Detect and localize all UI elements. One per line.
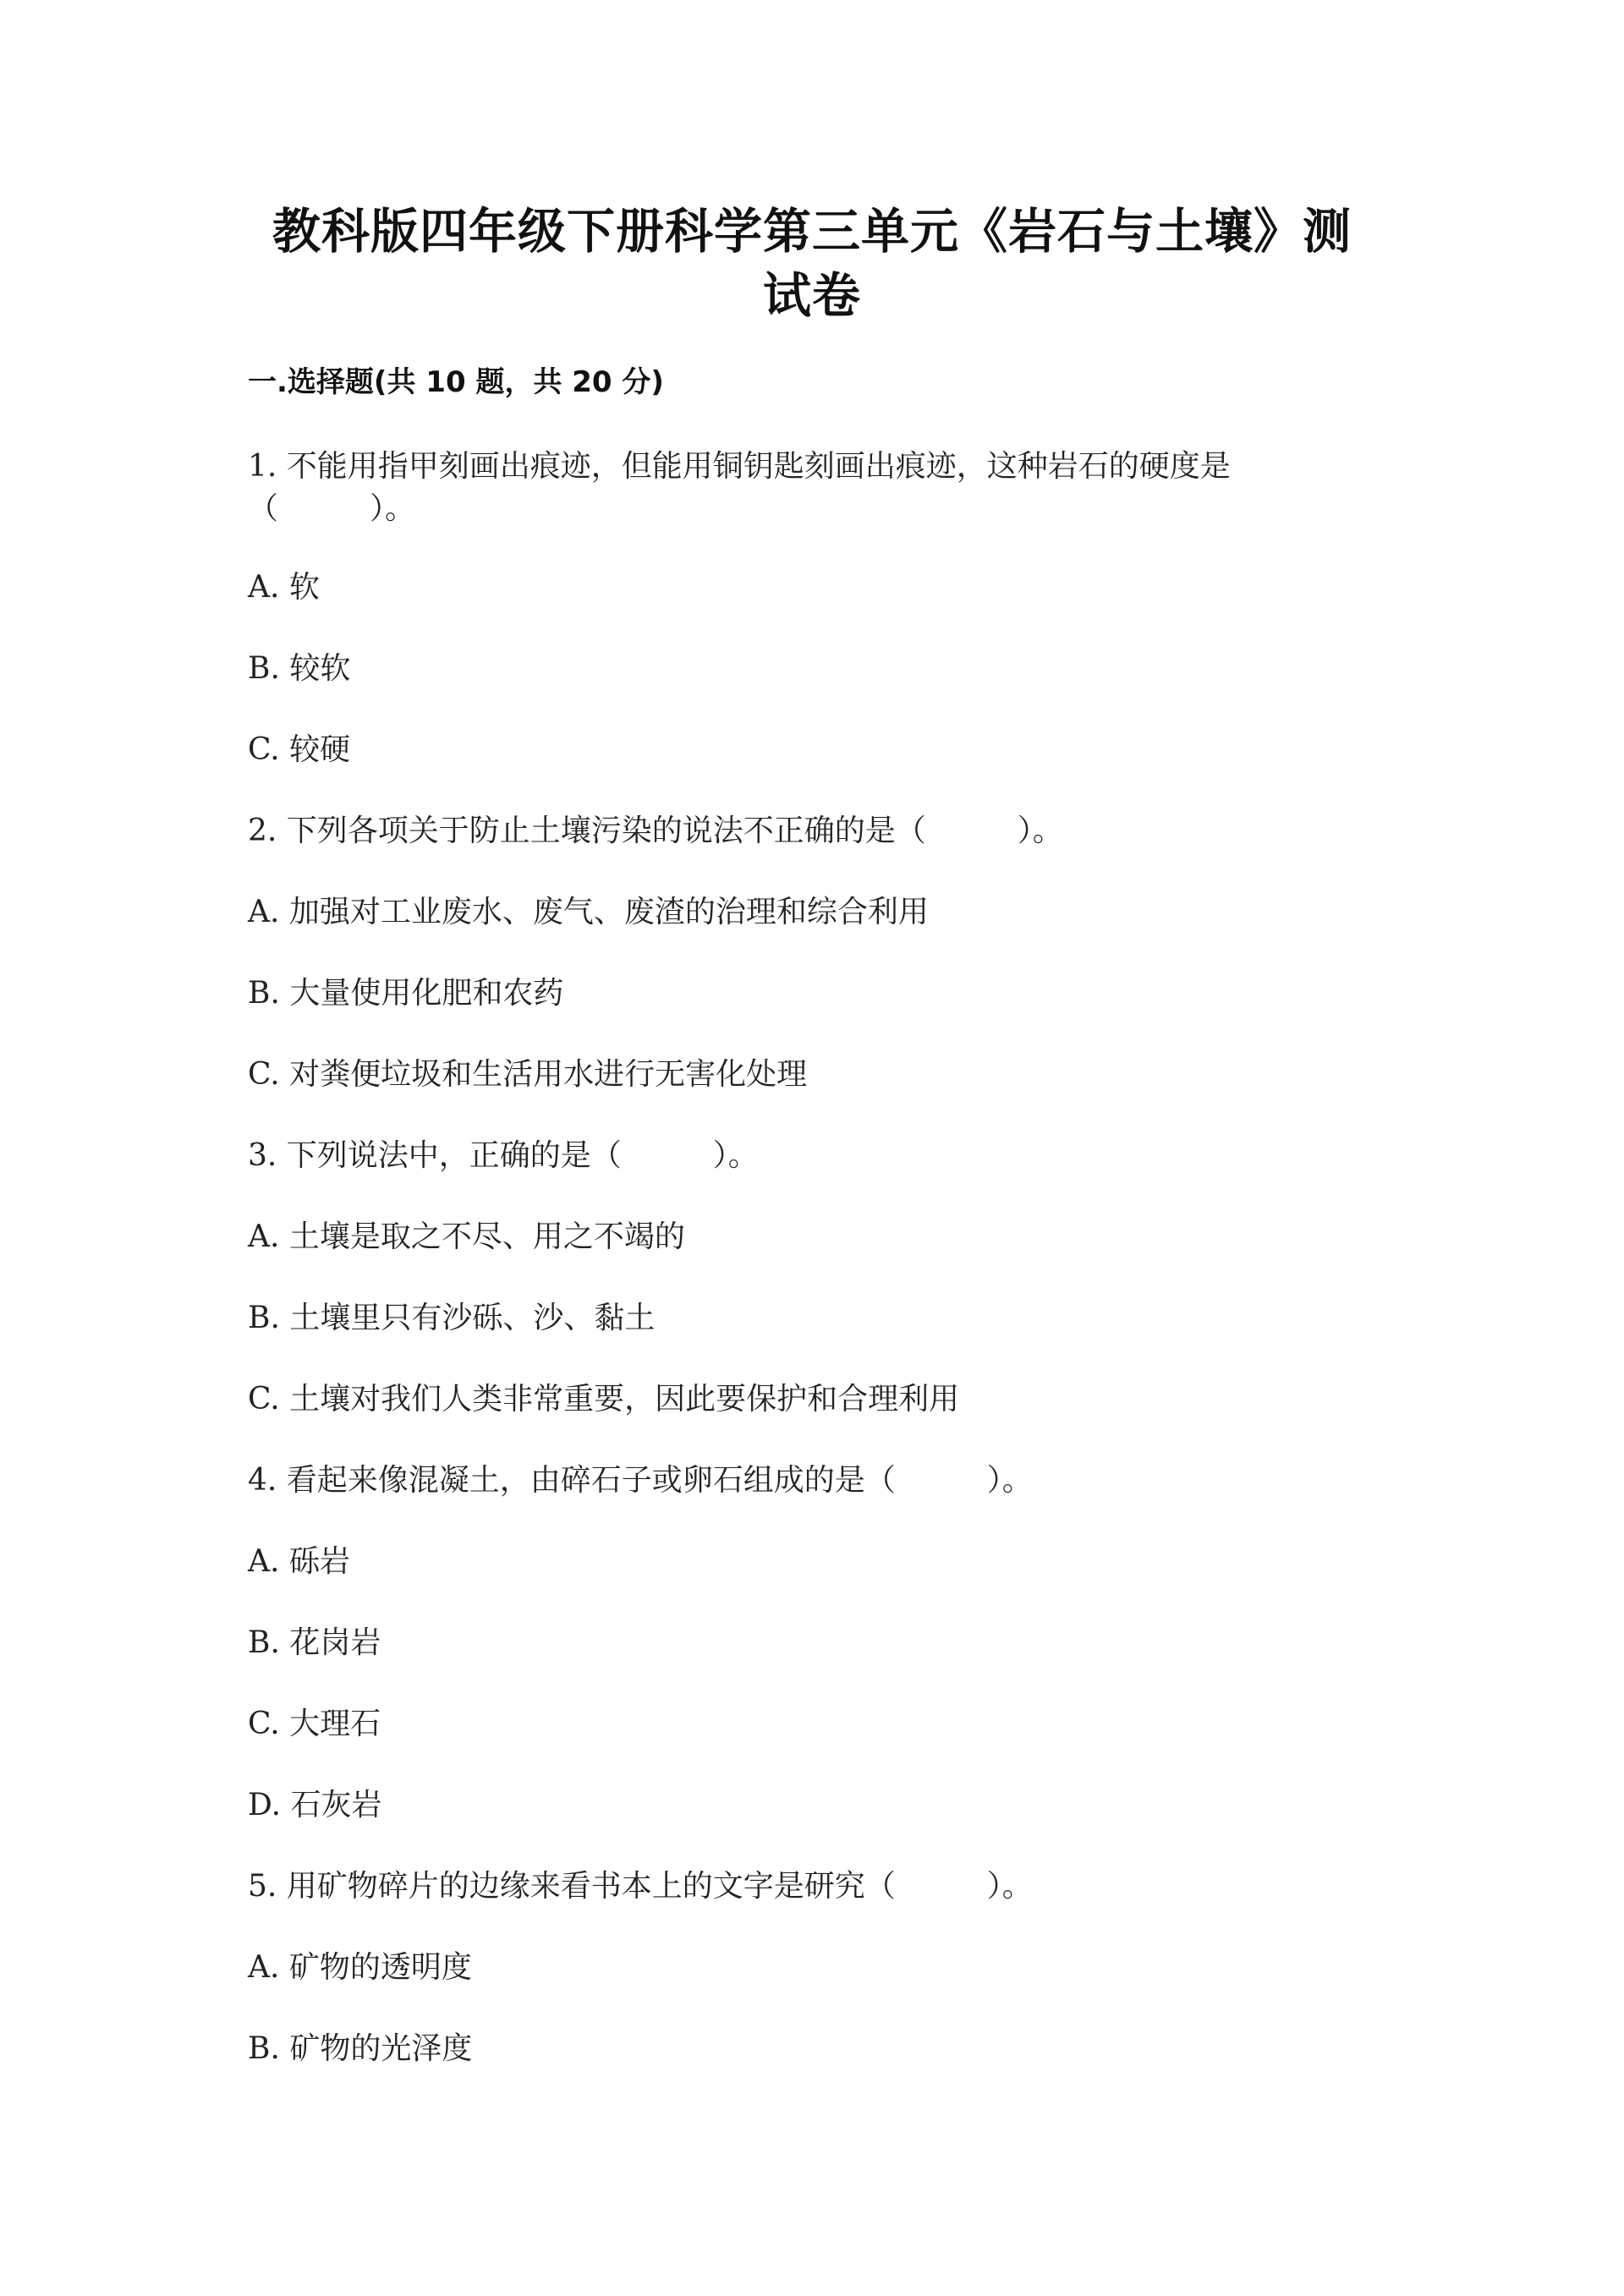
question-3-stem: 3. 下列说法中，正确的是（ ）。	[248, 1138, 759, 1173]
question-5-stem: 5. 用矿物碎片的边缘来看书本上的文字是研究（ ）。	[248, 1869, 1033, 1904]
page-title-line-1: 教科版四年级下册科学第三单元《岩石与土壤》测	[272, 204, 1352, 260]
question-2-stem: 2. 下列各项关于防止土壤污染的说法不正确的是（ ）。	[248, 814, 1063, 848]
question-3-option-a: A. 土壤是取之不尽、用之不竭的	[248, 1219, 685, 1254]
question-1-option-a: A. 软	[248, 570, 320, 605]
question-4-option-b: B. 花岗岩	[248, 1625, 381, 1660]
question-4-stem: 4. 看起来像混凝土，由碎石子或卵石组成的是（ ）。	[248, 1463, 1033, 1498]
question-4-option-d: D. 石灰岩	[248, 1788, 382, 1822]
question-5-option-b: B. 矿物的光泽度	[248, 2031, 473, 2066]
question-4-option-a: A. 砾岩	[248, 1544, 350, 1579]
question-2-option-a: A. 加强对工业废水、废气、废渣的治理和综合利用	[248, 895, 929, 929]
question-3-option-c: C. 土壤对我们人类非常重要，因此要保护和合理利用	[248, 1382, 960, 1417]
question-3-option-b: B. 土壤里只有沙砾、沙、黏土	[248, 1301, 656, 1335]
question-1-option-c: C. 较硬	[248, 732, 351, 767]
question-2-option-b: B. 大量使用化肥和农药	[248, 976, 564, 1011]
question-1-option-b: B. 较软	[248, 651, 351, 686]
question-1-stem: 1. 不能用指甲刻画出痕迹，但能用铜钥匙刻画出痕迹，这种岩石的硬度是	[248, 449, 1231, 484]
section-heading: 一.选择题(共 10 题，共 20 分)	[248, 365, 664, 399]
question-2-option-c: C. 对粪便垃圾和生活用水进行无害化处理	[248, 1057, 808, 1092]
question-5-option-a: A. 矿物的透明度	[248, 1950, 472, 1985]
page-title-line-2: 试卷	[763, 268, 861, 324]
question-1-stem-continued: （ ）。	[248, 491, 416, 526]
question-4-option-c: C. 大理石	[248, 1707, 381, 1741]
